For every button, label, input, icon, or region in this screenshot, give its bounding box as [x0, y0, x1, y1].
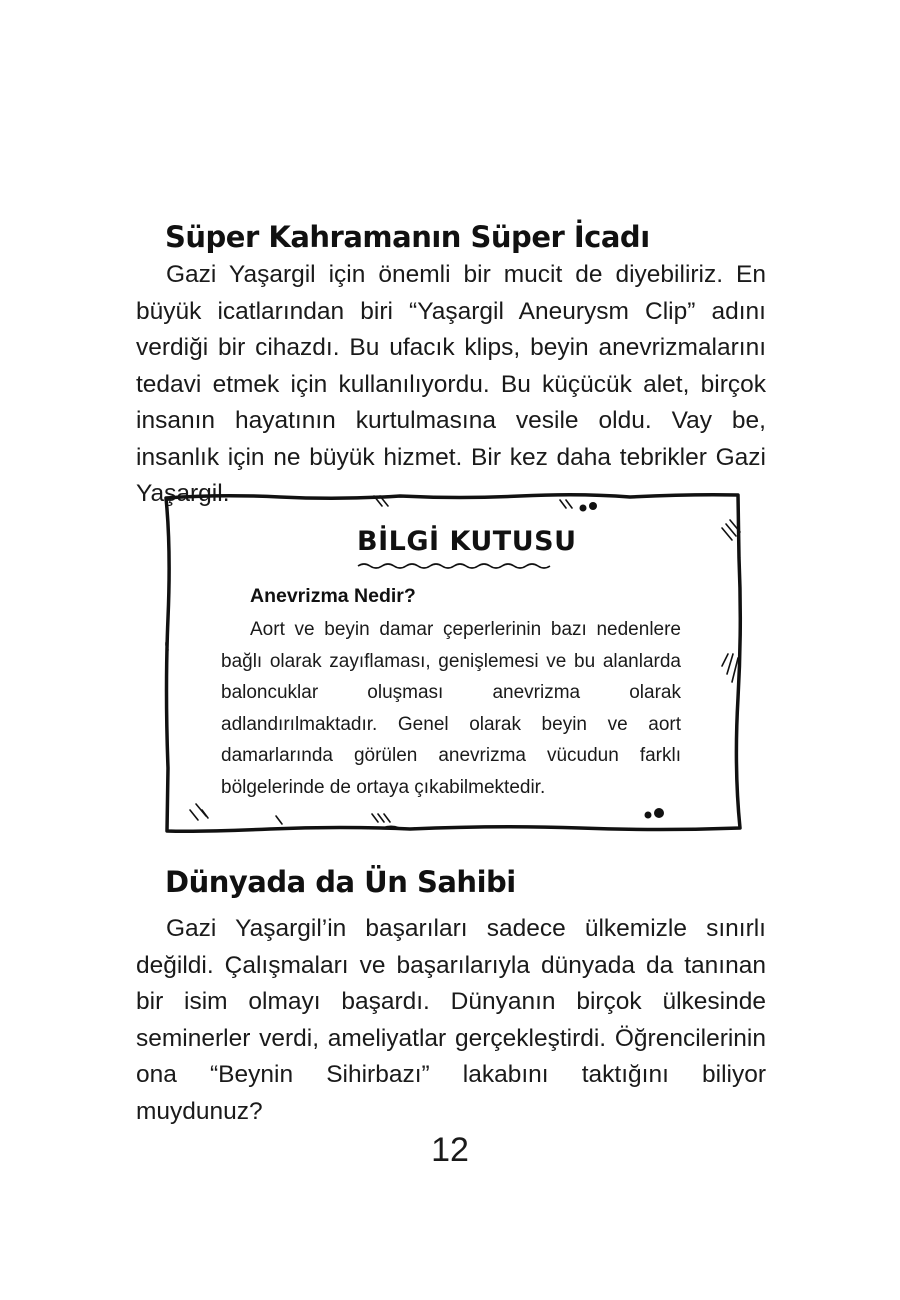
section-heading-world-fame: Dünyada da Ün Sahibi	[165, 865, 516, 899]
info-box-subtitle: Anevrizma Nedir?	[250, 585, 416, 607]
section-heading-super-invention: Süper Kahramanın Süper İcadı	[165, 220, 650, 254]
info-box-body: Aort ve beyin damar çeperlerinin bazı nedenlere bağlı olarak zayıflaması, genişlemesi ve bu alanlarda baloncuklar oluşması anevrizma olarak adlandırılmaktadır. Genel olarak beyin ve aort damarlarında görülen anevrizma vücudun farklı bölgelerinde de ortaya çıkabilmektedir.	[221, 619, 681, 798]
section-paragraph-invention: Gazi Yaşargil için önemli bir mucit de diyebiliriz. En büyük icatlarından biri “Yaşargil Aneurysm Clip” adını verdiği bir cihazdı. Bu ufacık klips, beyin anevrizmalarını tedavi etmek için kullanılıyordu. Bu küçücük alet, birçok insanın hayatının kurtulmasına vesile oldu. Vay be, insanlık için ne büyük hizmet. Bir kez daha tebrikler Gazi Yaşargil.	[136, 261, 766, 507]
info-box-title: BİLGİ KUTUSU	[357, 526, 577, 557]
section-paragraph-world-fame: Gazi Yaşargil’in başarıları sadece ülkemizle sınırlı değildi. Çalışmaları ve başarılarıyla dünyada da tanınan bir isim olmayı başardı. Dünyanın birçok ülkesinde seminerler verdi, ameliyatlar gerçekleştirdi. Öğrencilerinin ona “Beynin Sihirbazı” lakabını taktığını biliyor muydunuz?	[136, 915, 766, 1125]
page-number: 12	[431, 1131, 469, 1169]
title-wavy-underline	[358, 564, 550, 568]
